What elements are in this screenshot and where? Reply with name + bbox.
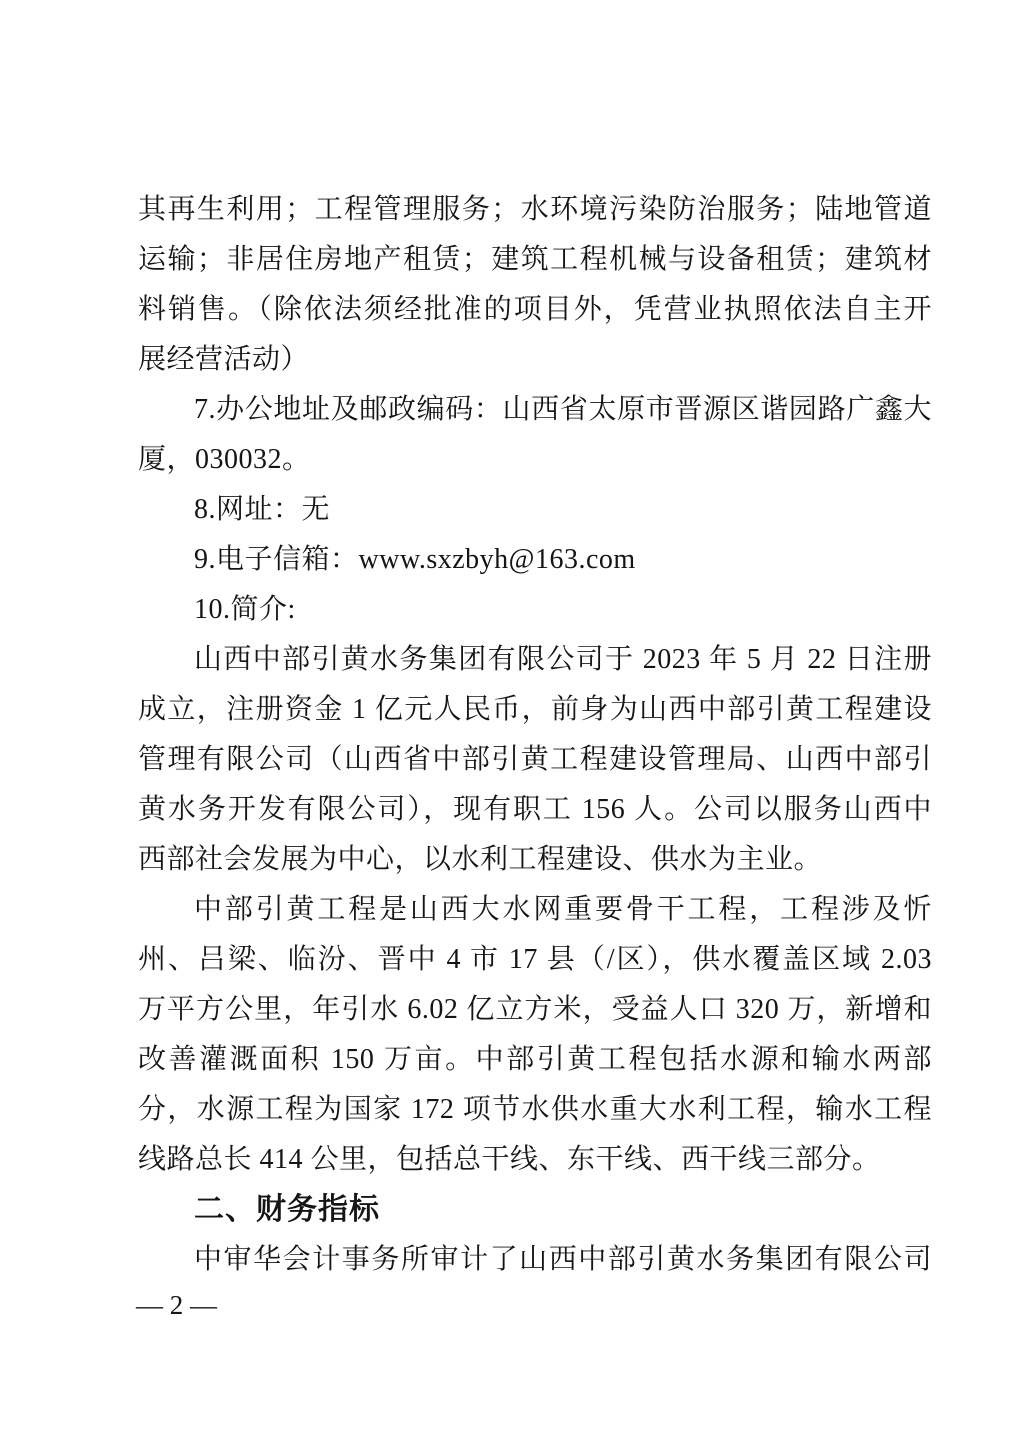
email-line: 9.电子信箱：www.sxzbyh@163.com	[194, 544, 636, 575]
document-body	[138, 185, 932, 1285]
project-intro-line: 州、吕梁、临汾、晋中 4 市 17 县（/区），供水覆盖区域 2.03	[138, 944, 932, 975]
audit-statement-line: 中审华会计事务所审计了山西中部引黄水务集团有限公司	[194, 1244, 932, 1275]
company-intro-line: 西部社会发展为中心，以水利工程建设、供水为主业。	[138, 844, 823, 875]
project-intro-line: 分，水源工程为国家 172 项节水供水重大水利工程，输水工程	[138, 1094, 932, 1125]
company-intro-line: 黄水务开发有限公司），现有职工 156 人。公司以服务山西中	[138, 794, 932, 825]
business-scope-line: 运输；非居住房地产租赁；建筑工程机械与设备租赁；建筑材	[138, 244, 932, 275]
office-address-line: 厦，030032。	[138, 444, 311, 475]
project-intro-line: 改善灌溉面积 150 万亩。中部引黄工程包括水源和输水两部	[138, 1044, 932, 1075]
company-intro-line: 管理有限公司（山西省中部引黄工程建设管理局、山西中部引	[138, 744, 932, 775]
business-scope-line: 料销售。（除依法须经批准的项目外，凭营业执照依法自主开	[138, 294, 932, 325]
section-heading-financial-indicators: 二、财务指标	[194, 1193, 380, 1226]
project-intro-line: 线路总长 414 公里，包括总干线、东干线、西干线三部分。	[138, 1144, 881, 1175]
website-line: 8.网址：无	[194, 494, 331, 525]
intro-label-line: 10.简介:	[194, 594, 296, 625]
business-scope-line: 其再生利用；工程管理服务；水环境污染防治服务；陆地管道	[138, 194, 932, 225]
project-intro-line: 万平方公里，年引水 6.02 亿立方米，受益人口 320 万，新增和	[138, 994, 932, 1025]
project-intro-line: 中部引黄工程是山西大水网重要骨干工程，工程涉及忻	[194, 894, 932, 925]
company-intro-line: 山西中部引黄水务集团有限公司于 2023 年 5 月 22 日注册	[194, 644, 932, 675]
company-intro-line: 成立，注册资金 1 亿元人民币，前身为山西中部引黄工程建设	[138, 694, 932, 725]
office-address-line: 7.办公地址及邮政编码：山西省太原市晋源区谐园路广鑫大	[194, 394, 932, 425]
page-footer	[136, 1283, 217, 1327]
business-scope-line: 展经营活动）	[138, 344, 310, 375]
page-number: — 2 —	[136, 1290, 217, 1320]
